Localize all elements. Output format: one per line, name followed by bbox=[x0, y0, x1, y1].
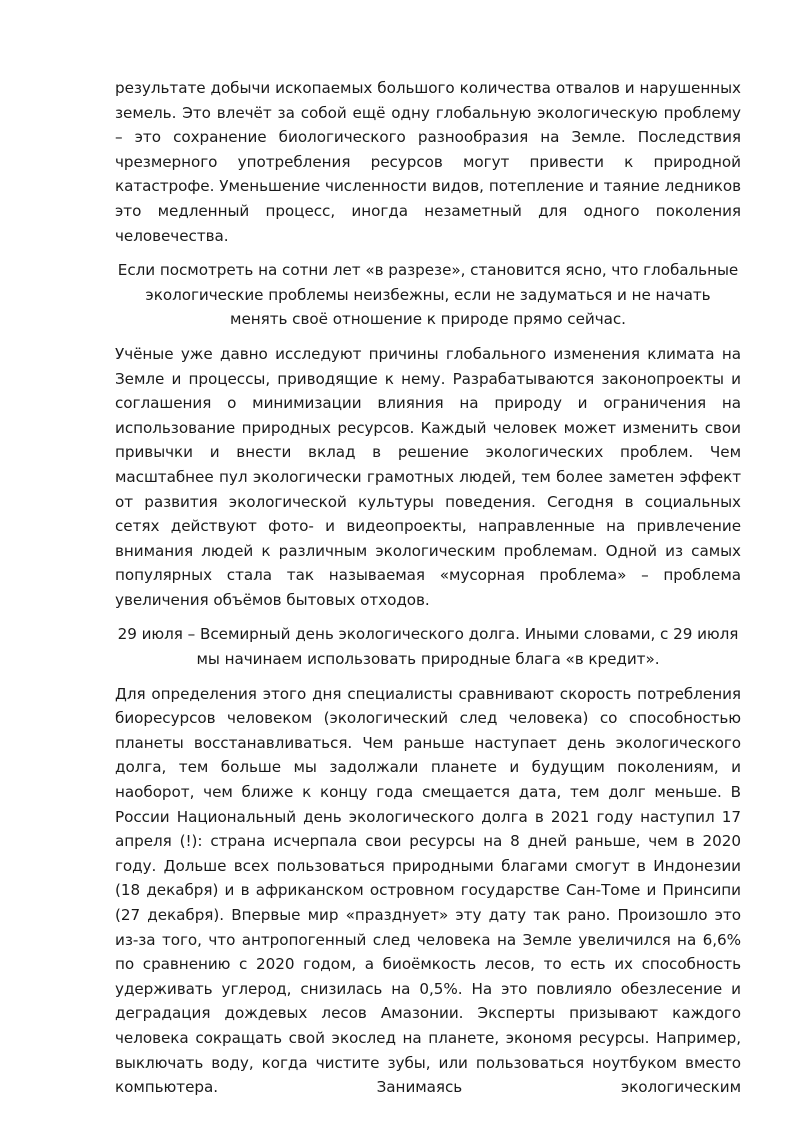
paragraph-centered-global-problems: Если посмотреть на сотни лет «в разрезе», становится ясно, что глобальные экологические проблемы неизбежны, если не задуматься и не начать менять своё отношение к природе прямо сейчас. bbox=[117, 261, 739, 329]
paragraph-climate-research: Учёные уже давно исследуют причины глобального изменения климата на Земле и процессы, приводящие к нему. Разрабатываются законопроекты и соглашения о минимизации влияния на природу и ограничения на использование природных ресурсов. Каждый человек может изменить свои привычки и внести вклад в решение экологических проблем. Чем масштабнее пул экологически грамотных людей, тем более заметен эффект от развития экологической культуры поведения. Сегодня в социальных сетях действуют фото- и видеопроекты, направленные на привлечение внимания людей к различным экологическим проблемам. Одной из самых популярных стала так называемая «мусорная проблема» – проблема увеличения объёмов бытовых отходов. bbox=[115, 344, 741, 609]
paragraph-centered-ecological-debt-day: 29 июля – Всемирный день экологического долга. Иными словами, с 29 июля мы начинаем использовать природные блага «в кредит». bbox=[117, 625, 739, 669]
paragraph-biodiversity: результате добычи ископаемых большого количества отвалов и нарушенных земель. Это влечёт за собой ещё одну глобальную экологическую проблему – это сохранение биологического разнообразия на Земле. Последствия чрезмерного употребления ресурсов могут привести к природной катастрофе. Уменьшение численности видов, потепление и таяние ледников это медленный процесс, иногда незаметный для одного поколения человечества. bbox=[115, 79, 741, 245]
document-page bbox=[115, 76, 741, 1110]
paragraph-ecological-debt-details: Для определения этого дня специалисты сравнивают скорость потребления биоресурсов человеком (экологический след человека) со способностью планеты восстанавливаться. Чем раньше наступает день экологического долга, тем больше мы задолжали планете и будущим поколениям, и наоборот, чем ближе к концу года смещается дата, тем долг меньше. В России Национальный день экологического долга в 2021 году наступил 17 апреля (!): страна исчерпала свои ресурсы на 8 дней раньше, чем в 2020 году. Дольше всех пользоваться природными благами смогут в Индонезии (18 декабря) и в африканском островном государстве Сан-Томе и Принсипи (27 декабря). Впервые мир «празднует» эту дату так рано. Произошло это из-за того, что антропогенный след человека на Земле увеличился на 6,6% по сравнению с 2020 годом, а биоёмкость лесов, то есть их способность удерживать углерод, снизилась на 0,5%. На это повлияло обезлесение и деградация дождевых лесов Амазонии. Эксперты призывают каждого человека сокращать свой экослед на планете, экономя ресурсы. Например, выключать воду, когда чистите зубы, или пользоваться ноутбуком вместо компьютера. Занимаясь экологическим bbox=[115, 684, 741, 1097]
